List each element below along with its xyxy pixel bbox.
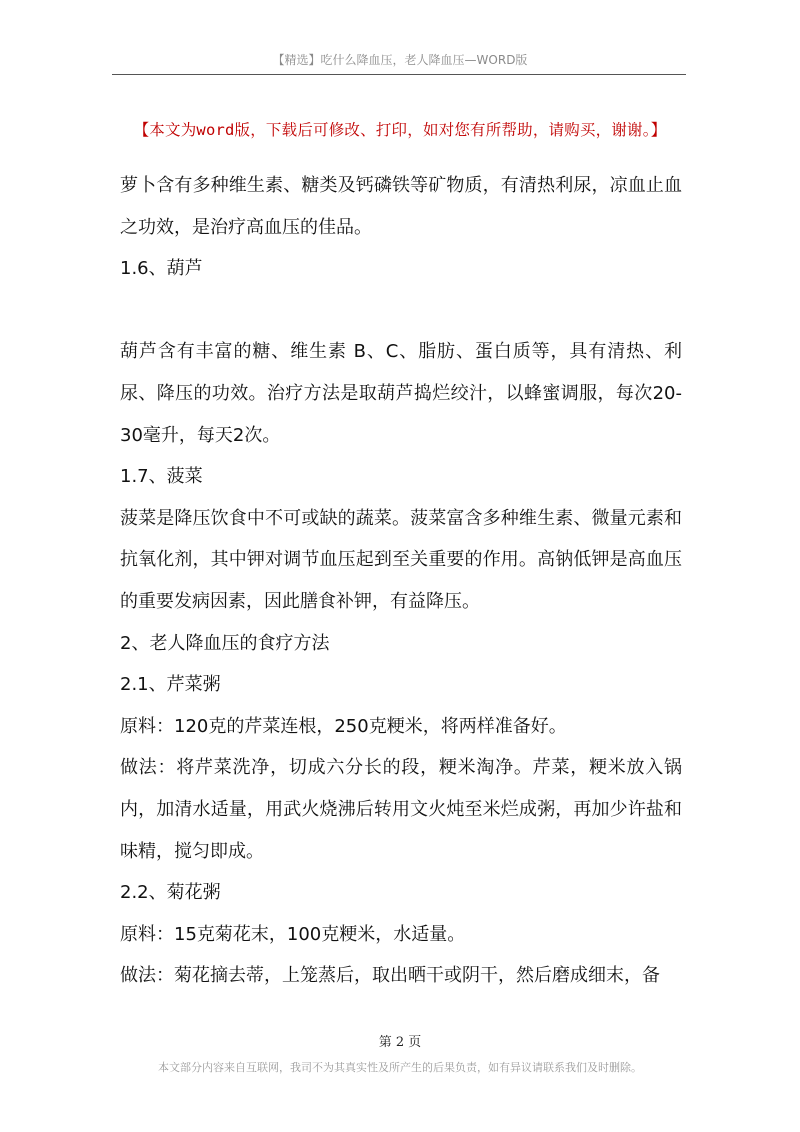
page-footer: 本文部分内容来自互联网，我司不为其真实性及所产生的后果负责，如有异议请联系我们及时删除。: [158, 1061, 642, 1074]
section-heading: 2.2、菊花粥: [120, 882, 221, 904]
body-paragraph: 菠菜是降压饮食中不可或缺的蔬菜。菠菜富含多种维生素、微量元素和抗氧化剂，其中钾对调节血压起到至关重要的作用。高钠低钾是高血压的重要发病因素，因此膳食补钾，有益降压。: [120, 507, 682, 612]
body-paragraph: 萝卜含有多种维生素、糖类及钙磷铁等矿物质，有清热利尿，凉血止血之功效，是治疗高血压的佳品。: [120, 175, 682, 238]
section-heading: 2.1、芹菜粥: [120, 674, 221, 696]
document-body: [120, 165, 682, 997]
body-paragraph: 做法：将芹菜洗净，切成六分长的段，粳米淘净。芹菜，粳米放入锅内，加清水适量，用武火烧沸后转用文火炖至米烂成粥，再加少许盐和味精，搅匀即成。: [120, 757, 682, 862]
download-notice: 【本文为word版，下载后可修改、打印，如对您有所帮助，请购买，谢谢。】: [133, 121, 667, 139]
body-paragraph: 做法：菊花摘去蒂，上笼蒸后，取出晒干或阴干，然后磨成细末，备: [120, 965, 660, 987]
page-number: 第 2 页: [378, 1035, 422, 1050]
body-paragraph: 原料：120克的芹菜连根，250克粳米，将两样准备好。: [120, 715, 567, 737]
body-paragraph: 原料：15克菊花末，100克粳米，水适量。: [120, 923, 466, 945]
section-heading: 1.7、菠菜: [120, 466, 203, 488]
section-heading: 2、老人降血压的食疗方法: [120, 632, 330, 654]
section-heading: 1.6、葫芦: [120, 258, 203, 280]
page-header: 【精选】吃什么降血压，老人降血压—WORD版: [272, 53, 528, 67]
header-divider: [112, 74, 686, 75]
blank-line: [120, 290, 682, 332]
body-paragraph: 葫芦含有丰富的糖、维生素 B、C、脂肪、蛋白质等，具有清热、利尿、降压的功效。治疗方法是取葫芦捣烂绞汁，以蜂蜜调服，每次20-30毫升，每天2次。: [120, 341, 682, 446]
